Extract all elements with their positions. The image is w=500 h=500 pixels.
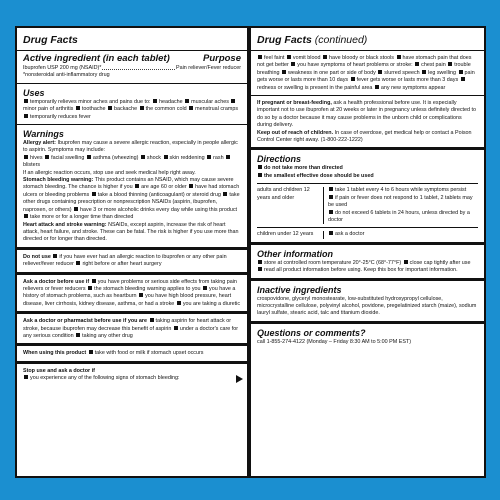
active-ingredient-heading: Active ingredient (in each tablet) xyxy=(23,53,170,64)
warnings-section xyxy=(17,125,247,250)
bullet-icon xyxy=(135,184,139,188)
do-not-use-label: Do not use xyxy=(23,253,51,260)
bullet-icon xyxy=(141,155,145,159)
do-not-use-section: Do not use if you have ever had an allergic reaction to ibuprofen or any other pain reliever/fever reducer right before or after heart surgery xyxy=(17,250,247,275)
bullet-icon xyxy=(76,106,80,110)
bullet-icon xyxy=(153,99,157,103)
other-information-heading: Other information xyxy=(257,248,333,259)
bullet-icon xyxy=(258,55,262,59)
warnings-heading: Warnings xyxy=(23,129,64,140)
drug-facts-header xyxy=(17,28,247,51)
drug-facts-title: Drug Facts xyxy=(23,34,78,46)
uses-heading: Uses xyxy=(23,87,45,98)
drug-facts-panel-right xyxy=(249,26,486,478)
bullet-icon xyxy=(150,318,154,322)
bullet-icon xyxy=(24,99,28,103)
stop-use-label: Stop use and ask a doctor if xyxy=(23,367,95,374)
when-using-label: When using this product xyxy=(23,350,87,357)
inactive-ingredients-section xyxy=(251,281,484,324)
bullet-icon xyxy=(24,375,28,379)
questions-text: call 1-855-274-4122 (Monday – Friday 8:30 AM to 5:00 PM EST) xyxy=(257,338,412,345)
bullet-icon xyxy=(76,333,80,337)
bullet-icon xyxy=(177,301,181,305)
bullet-icon xyxy=(189,184,193,188)
bullet-icon xyxy=(397,55,401,59)
bullet-icon xyxy=(378,70,382,74)
bullet-icon xyxy=(422,70,426,74)
ingredient-purpose: Pain reliever/Fever reducer xyxy=(175,65,241,71)
active-ingredient-section xyxy=(17,51,247,84)
bullet-icon xyxy=(76,261,80,265)
stomach-bleeding-warning: Stomach bleeding warning: This product contains an NSAID, which may cause severe stomach bleeding. The chance is higher if you are age 60 or older have had stomach ulcers or bleeding problems take a blood thinning (anticoagulant) or steroid drug take other drugs containing prescription or nonprescription NSAIDs (aspirin, ibuprofen, naproxen, or others) have 3 or more alcoholic drinks every day while using this product take more or for a longer time than directed xyxy=(23,177,240,221)
bullet-icon xyxy=(404,260,408,264)
questions-heading: Questions or comments? xyxy=(257,327,366,338)
continued-label: (continued) xyxy=(314,34,368,46)
uses-section xyxy=(17,84,247,125)
ask-pharmacist-label: Ask a doctor or pharmacist before use if you are xyxy=(23,318,148,325)
bullet-icon xyxy=(189,106,193,110)
drug-facts-title: Drug Facts xyxy=(257,34,312,46)
bullet-icon xyxy=(53,254,57,258)
pregnancy-keep-out-section xyxy=(251,96,484,150)
bullet-icon xyxy=(24,114,28,118)
bullet-icon xyxy=(174,326,178,330)
bullet-icon xyxy=(92,192,96,196)
bullet-icon xyxy=(258,267,262,271)
bullet-icon xyxy=(207,155,211,159)
bullet-icon xyxy=(461,77,465,81)
bullet-icon xyxy=(258,173,262,177)
bullet-icon xyxy=(89,350,93,354)
bullet-icon xyxy=(323,55,327,59)
questions-section xyxy=(251,324,484,349)
bullet-icon xyxy=(74,207,78,211)
dosage-row-adults: adults and children 12 years and older take 1 tablet every 4 to 6 hours while symptoms persist if pain or fever does not respond to 1 tablet, 2 tablets may be used do not exceed 6 tablets in 24 hours, unless directed by a doctor xyxy=(257,187,478,224)
uses-text: temporarily relieves minor aches and pains due to: headache muscular aches minor pain of arthritis toothache backache the common cold menstrual cramps temporarily reduces fever xyxy=(23,98,239,120)
children-label: children under 12 years xyxy=(257,231,314,238)
leader-dots xyxy=(102,69,175,70)
bullet-icon xyxy=(45,155,49,159)
bullet-icon xyxy=(459,70,463,74)
ingredient-footnote: *nonsteroidal anti-inflammatory drug xyxy=(23,72,110,79)
inactive-ingredients-heading: Inactive ingredients xyxy=(257,284,342,295)
bullet-icon xyxy=(223,192,227,196)
bullet-icon xyxy=(282,70,286,74)
drug-facts-panel-left xyxy=(15,26,249,478)
directions-section: Directions do not take more than directed the smallest effective dose should be used adults and children 12 years and older take 1 tablet every 4 to 6 hours while symptoms persist if pain or fever does not respond to 1 tablet, 2 tablets may be used do not exceed 6 tablets in 24 hours, unless directed by a doctor children under 12 years ask a doctor xyxy=(251,150,484,244)
when-using-section: When using this product take with food or milk if stomach upset occurs xyxy=(17,346,247,363)
ingredient-name: Ibuprofen USP 200 mg (NSAID)* xyxy=(23,65,102,71)
bullet-icon xyxy=(92,279,96,283)
bullet-icon xyxy=(287,55,291,59)
purpose-heading: Purpose xyxy=(202,53,241,64)
bullet-icon xyxy=(24,155,28,159)
bullet-icon xyxy=(415,62,419,66)
bullet-icon xyxy=(87,155,91,159)
bullet-icon xyxy=(258,260,262,264)
directions-heading: Directions xyxy=(257,154,302,165)
heart-stroke-warning: Heart attack and stroke warning: NSAIDs, except aspirin, increase the risk of heart attack, heart failure, and stroke. These can be fatal. The risk is higher if you use more than directed or for longer than directed. xyxy=(23,221,239,243)
bullet-icon xyxy=(139,293,143,297)
bullet-icon xyxy=(164,155,168,159)
divider xyxy=(257,183,478,184)
ask-doctor-label: Ask a doctor before use if xyxy=(23,278,90,285)
bullet-icon xyxy=(351,77,355,81)
bullet-icon xyxy=(231,99,235,103)
bullet-icon xyxy=(88,286,92,290)
bullet-icon xyxy=(375,85,379,89)
keep-out-of-reach: Keep out of reach of children. In case of overdose, get medical help or contact a Poison Control Center right away. (1-800-222-1222) xyxy=(257,129,472,144)
ingredient-row xyxy=(23,65,241,72)
bullet-icon xyxy=(185,99,189,103)
allergy-alert: Allergy alert: Ibuprofen may cause a severe allergic reaction, especially in people allergic to aspirin. Symptoms may include: hives facial swelling asthma (wheezing) shock skin reddening rash blisters If an allergic reaction occurs, stop use and seek medical help right away. xyxy=(23,140,238,176)
bullet-icon xyxy=(448,62,452,66)
ask-doctor-section: Ask a doctor before use if you have problems or serious side effects from taking pain relievers or fever reducers the stomach bleeding warning applies to you you have a history of stomach problems, such as heartburn you have high blood pressure, heart disease, liver cirrhosis, kidney disease, asthma, or had a stroke you are taking a diuretic xyxy=(17,275,247,315)
dosage-row-children: children under 12 years ask a doctor xyxy=(257,231,478,238)
bullet-icon xyxy=(291,62,295,66)
bullet-icon xyxy=(329,195,333,199)
continue-arrow-icon xyxy=(236,375,243,383)
ask-pharmacist-section: Ask a doctor or pharmacist before use if you are taking aspirin for heart attack or stroke, because ibuprofen may decrease this benefit of aspirin under a doctor's care for any serious condition taking any other drug xyxy=(17,314,247,346)
drug-facts-continued-header xyxy=(251,28,484,51)
adults-label: adults and children 12 years and older xyxy=(257,187,310,201)
bullet-icon xyxy=(258,165,262,169)
stop-use-continued: feel faint vomit blood have bloody or black stools have stomach pain that does not get better you have symptoms of heart problems or stroke: chest pain trouble breathing weakness in one part or side of body slurred speech leg swelling pain gets worse or lasts more than 10 days fever gets worse or lasts more than 3 days redness or swelling is present in the painful area any new symptoms appear xyxy=(251,51,484,96)
bullet-icon xyxy=(329,231,333,235)
bullet-icon xyxy=(24,214,28,218)
other-information-section: Other information store at controlled room temperature 20°-25°C (68°-77°F) close cap tightly after use read all product information before using. Keep this box for important information. xyxy=(251,245,484,281)
bullet-icon xyxy=(226,155,230,159)
inactive-ingredients-text: crospovidone, glyceryl monostearate, low-substituted hydroxypropyl cellulose, microcrystalline cellulose, polyvinyl alcohol, povidone, pregelatinized starch (maize), sodium lauryl sulfate, stearic acid, talc and titanium dioxide. xyxy=(257,295,477,317)
bullet-icon xyxy=(329,187,333,191)
stop-use-section: Stop use and ask a doctor if you experience any of the following signs of stomach bleeding: xyxy=(17,364,247,386)
divider xyxy=(257,227,478,228)
pregnancy-warning: If pregnant or breast-feeding, ask a health professional before use. It is especially important not to use ibuprofen at 20 weeks or later in pregnancy unless definitely directed to do so by a doctor because it may cause problems in the unborn child or complications during delivery. xyxy=(257,100,477,129)
bullet-icon xyxy=(203,286,207,290)
bullet-icon xyxy=(140,106,144,110)
bullet-icon xyxy=(329,210,333,214)
bullet-icon xyxy=(108,106,112,110)
